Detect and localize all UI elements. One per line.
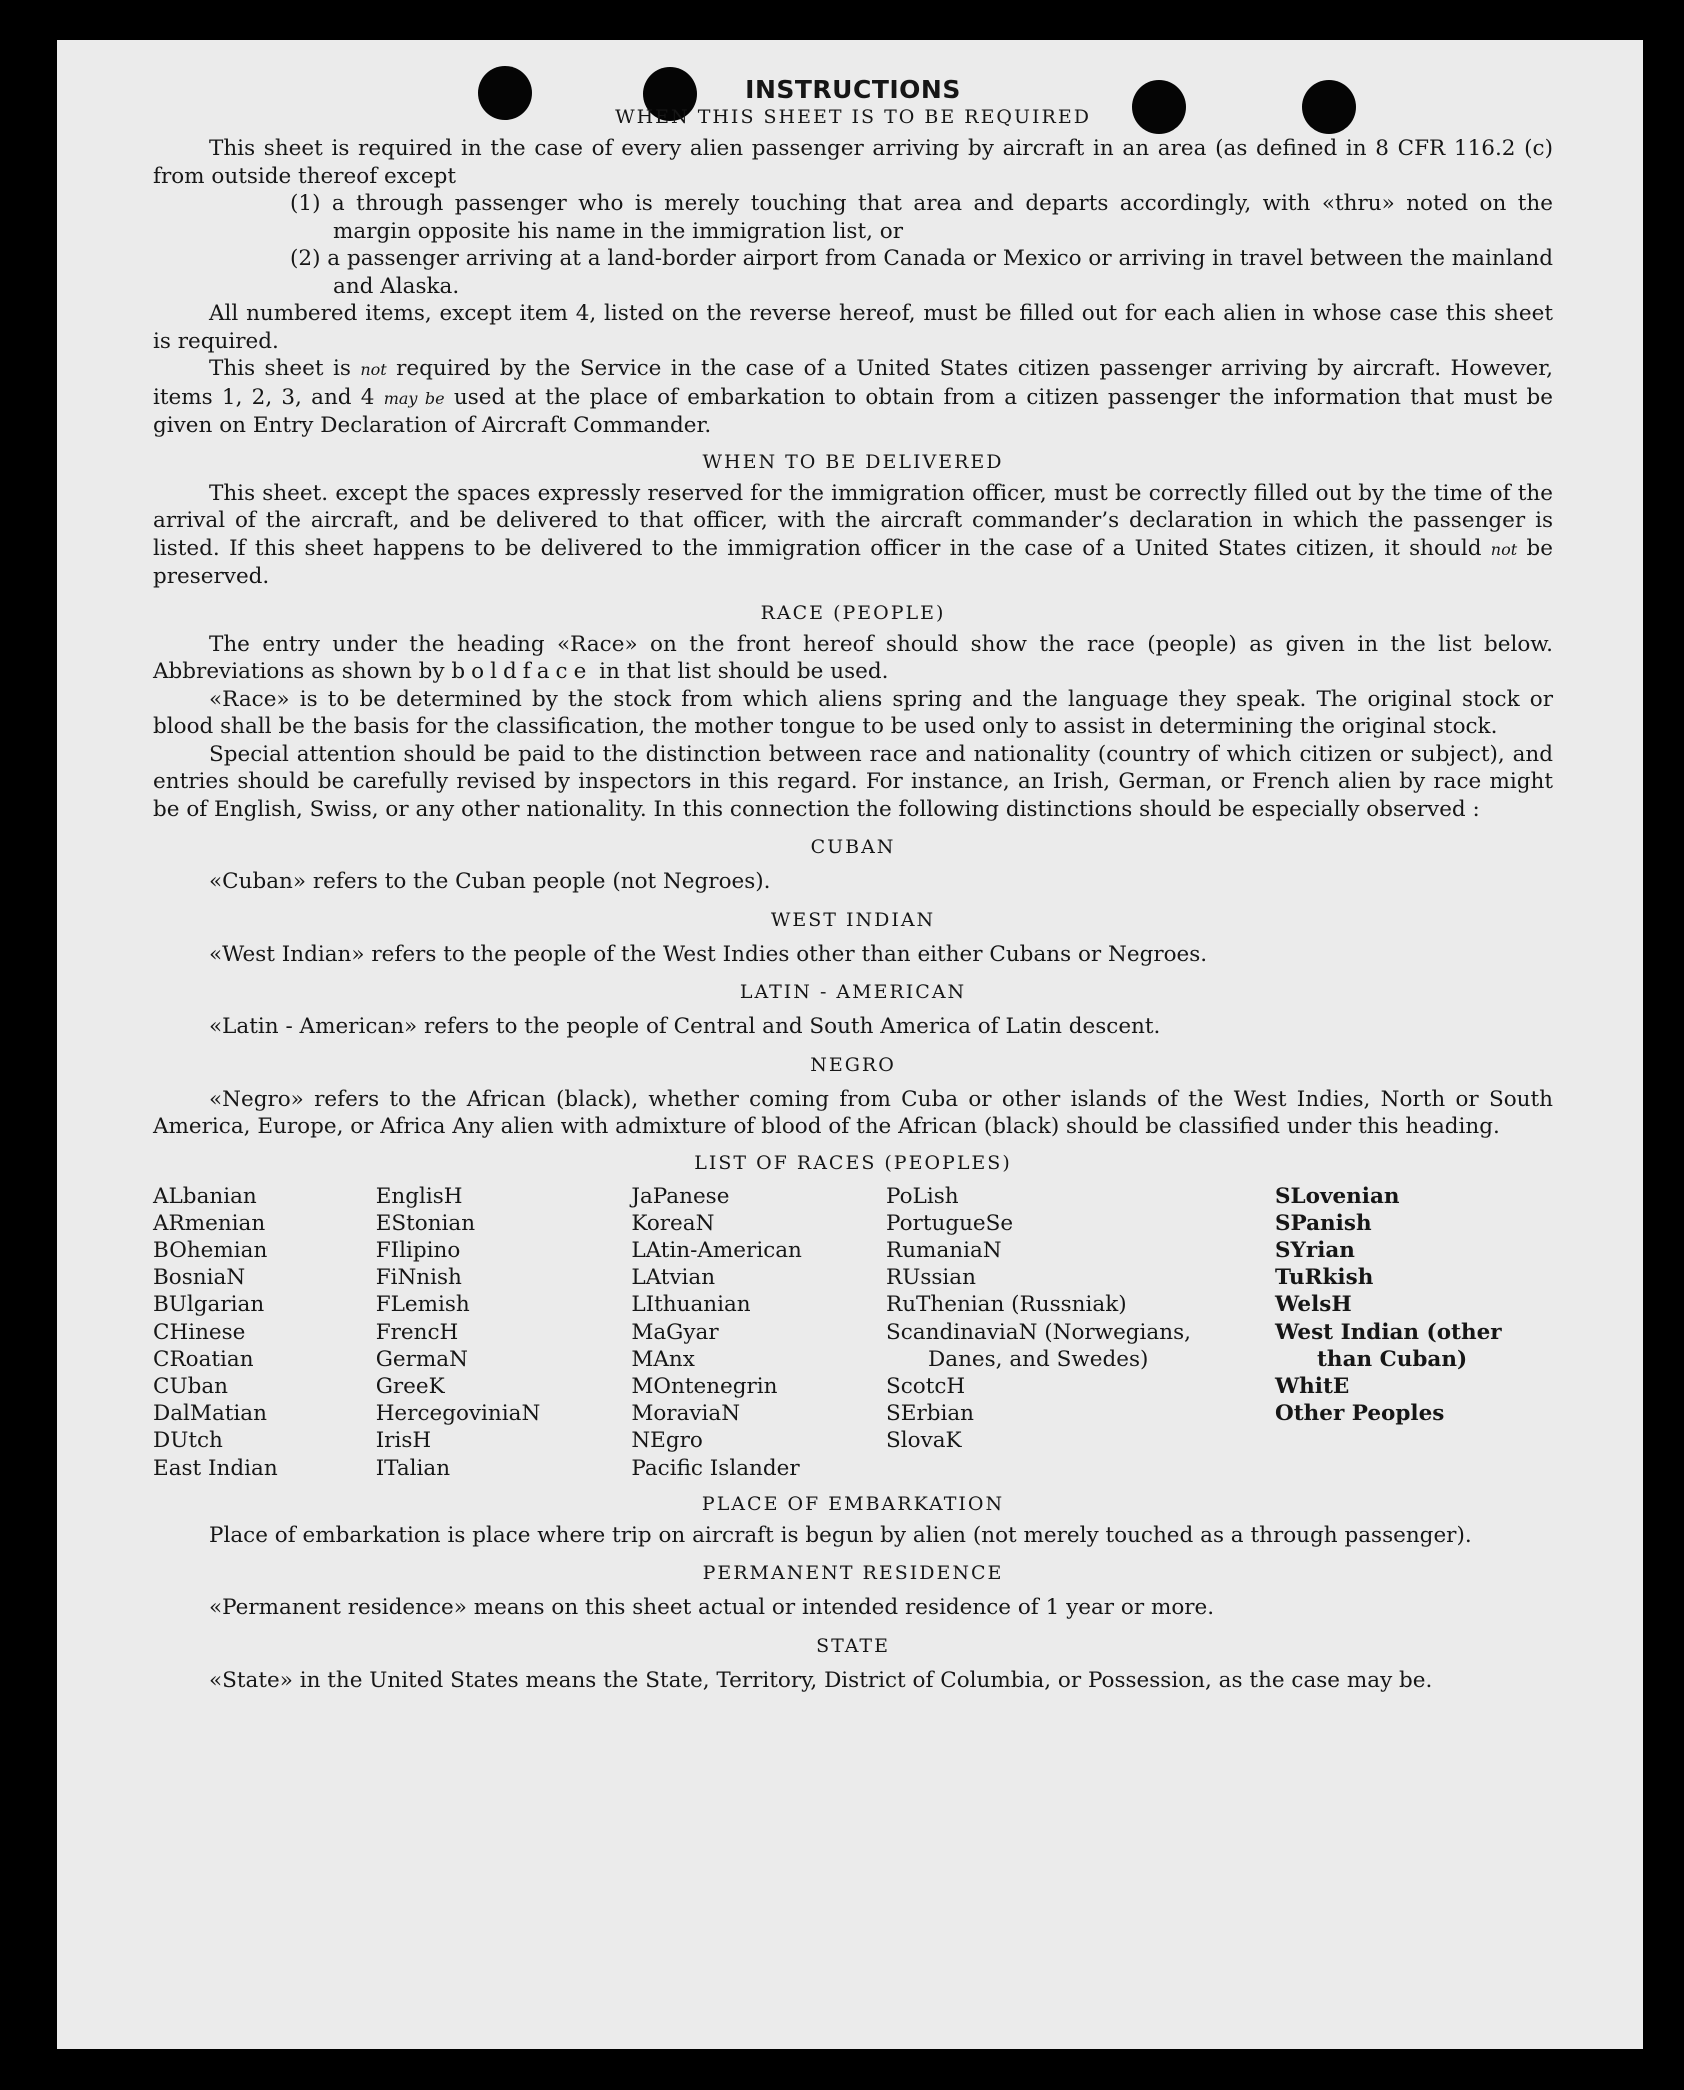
- race-entry: RumaniaN: [886, 1237, 1002, 1263]
- delivered-paragraph: This sheet. except the spaces expressly reserved for the immigration officer, must be correctly filled out by the time of the arrival of the aircraft, and be delivered to that officer, with the aircraft commander’s declaration in which the passenger is listed. If this sheet happens to be delivered to the immigration officer in the case of a United States citizen, it should not be preserved.: [153, 480, 1553, 589]
- race-entry: SlovaK: [886, 1428, 962, 1454]
- cuban-paragraph: «Cuban» refers to the Cuban people (not Negroes).: [209, 869, 771, 894]
- race-entry: LAtin-American: [631, 1237, 802, 1263]
- state-paragraph: «State» in the United States means the State, Territory, District of Columbia, or Possession, as the case may be.: [209, 1667, 1433, 1693]
- race-entry: SLovenian: [1275, 1183, 1400, 1209]
- race-entry: ARmenian: [153, 1210, 266, 1236]
- race-entry: BosniaN: [153, 1265, 246, 1291]
- race-entry: HercegoviniaN: [375, 1401, 541, 1427]
- citizen-paragraph: This sheet is not required by the Service in the case of a United States citizen passenger arriving by aircraft. However, items 1, 2, 3, and 4 may be used at the place of embarkation to obtain from a citizen passenger the information that must be given on Entry Declaration of Aircraft Commander.: [153, 356, 1553, 438]
- race-entry: SPanish: [1275, 1210, 1372, 1236]
- races-column-3: [631, 1183, 886, 1482]
- race-entry: WelsH: [1275, 1292, 1352, 1318]
- race-entry: CRoatian: [153, 1346, 254, 1372]
- section-heading-residence: PERMANENT RESIDENCE: [702, 1562, 1004, 1585]
- race-entry: CUban: [153, 1373, 228, 1399]
- race-entry: DUtch: [153, 1428, 223, 1454]
- section-heading-delivered: WHEN TO BE DELIVERED: [702, 450, 1004, 473]
- race-entry: FiNnish: [375, 1265, 462, 1291]
- race-entry: MOntenegrin: [631, 1373, 778, 1399]
- race-entry: ALbanian: [153, 1183, 257, 1209]
- section-heading-race-list: LIST OF RACES (PEOPLES): [694, 1151, 1012, 1174]
- required-intro: This sheet is required in the case of every alien passenger arriving by aircraft in an area (as defined in 8 CFR 116.2 (c) from outside thereof except: [153, 136, 1553, 189]
- race-entry: FrencH: [375, 1319, 459, 1345]
- numbered-items-paragraph: All numbered items, except item 4, listed on the reverse hereof, must be filled out for each alien in whose case this sheet is required.: [153, 301, 1553, 354]
- race-entry: LAtvian: [631, 1265, 716, 1291]
- race-entry: West Indian (other than Cuban): [1275, 1319, 1502, 1372]
- exception-item-2: (2) a passenger arriving at a land-border airport from Canada or Mexico or arriving in travel between the mainland and Alaska.: [290, 246, 1553, 299]
- race-entry: FIlipino: [375, 1237, 461, 1263]
- race-entry: MAnx: [631, 1346, 695, 1372]
- page-title: INSTRUCTIONS: [745, 75, 961, 104]
- race-entry: PoLish: [886, 1183, 959, 1209]
- section-heading-cuban: CUBAN: [810, 836, 896, 858]
- section-heading-required: WHEN THIS SHEET IS TO BE REQUIRED: [615, 106, 1091, 128]
- race-entry: Pacific Islander: [631, 1455, 800, 1481]
- races-column-5: [1275, 1183, 1553, 1482]
- race-entry: TuRkish: [1275, 1265, 1374, 1291]
- race-entry: IrisH: [375, 1428, 432, 1454]
- race-entry: Other Peoples: [1275, 1401, 1445, 1427]
- race-entry: East Indian: [153, 1455, 278, 1481]
- race-entry: GermaN: [375, 1346, 468, 1372]
- race-entry: BUlgarian: [153, 1292, 265, 1318]
- race-entry: EStonian: [375, 1210, 476, 1236]
- section-heading-state: STATE: [816, 1634, 890, 1657]
- west-indian-paragraph: «West Indian» refers to the people of the West Indies other than either Cubans or Negroes.: [209, 941, 1208, 967]
- race-entry: CHinese: [153, 1319, 246, 1345]
- races-column-2: [376, 1183, 632, 1482]
- negro-paragraph: «Negro» refers to the African (black), whether coming from Cuba or other islands of the West Indies, North or South America, Europe, or Africa Any alien with admixture of blood of the African (black) should be classified under this heading.: [153, 1086, 1553, 1139]
- latin-american-paragraph: «Latin - American» refers to the people of Central and South America of Latin descent.: [209, 1014, 1161, 1039]
- section-heading-negro: NEGRO: [810, 1053, 896, 1076]
- race-entry: FLemish: [375, 1292, 470, 1318]
- races-column-1: [153, 1183, 376, 1482]
- race-entry: ScandinaviaN (Norwegians, Danes, and Swedes): [886, 1319, 1191, 1372]
- race-entry: PortugueSe: [886, 1210, 1014, 1236]
- embarkation-paragraph: Place of embarkation is place where trip on aircraft is begun by alien (not merely touched as a through passenger).: [209, 1522, 1472, 1548]
- race-entry: BOhemian: [153, 1237, 268, 1263]
- race-entry: ScotcH: [886, 1373, 966, 1399]
- race-entry: NEgro: [631, 1428, 703, 1454]
- race-entry: RUssian: [886, 1265, 976, 1291]
- race-entry: EnglisH: [375, 1183, 463, 1209]
- exception-item-1: (1) a through passenger who is merely touching that area and departs accordingly, with «thru» noted on the margin opposite his name in the immigration list, or: [290, 191, 1553, 244]
- race-entry: RuThenian (Russniak): [886, 1292, 1127, 1318]
- race-entry: LIthuanian: [631, 1292, 751, 1318]
- race-entry: DalMatian: [153, 1401, 267, 1427]
- race-paragraph-1: The entry under the heading «Race» on the front hereof should show the race (people) as given in the list below. Abbreviations as shown by boldface in that list should be used.: [153, 631, 1553, 684]
- instructions-content: [153, 75, 1553, 1694]
- race-entry: SYrian: [1275, 1237, 1355, 1263]
- race-entry: MoraviaN: [631, 1401, 741, 1427]
- section-heading-race: RACE (PEOPLE): [760, 601, 946, 624]
- race-entry: MaGyar: [631, 1319, 719, 1345]
- race-entry: GreeK: [375, 1373, 445, 1399]
- races-column-4: [886, 1183, 1275, 1482]
- section-heading-west-indian: WEST INDIAN: [770, 908, 936, 931]
- race-entry: KoreaN: [631, 1210, 715, 1236]
- race-entry: WhitE: [1275, 1373, 1350, 1399]
- race-paragraph-2: «Race» is to be determined by the stock from which aliens spring and the language they speak. The original stock or blood shall be the basis for the classification, the mother tongue to be used only to assist in determining the original stock.: [153, 686, 1553, 739]
- race-paragraph-3: Special attention should be paid to the distinction between race and nationality (country of which citizen or subject), and entries should be carefully revised by inspectors in this regard. For instance, an Irish, German, or French alien by race might be of English, Swiss, or any other nationality. In this connection the following distinctions should be especially observed :: [153, 741, 1553, 822]
- section-heading-latin-american: LATIN - AMERICAN: [739, 981, 967, 1003]
- race-entry: SErbian: [886, 1401, 975, 1427]
- race-entry: ITalian: [375, 1455, 451, 1481]
- residence-paragraph: «Permanent residence» means on this sheet actual or intended residence of 1 year or more.: [209, 1595, 1215, 1621]
- race-entry: JaPanese: [631, 1183, 730, 1209]
- section-heading-embarkation: PLACE OF EMBARKATION: [701, 1492, 1005, 1515]
- races-table: [153, 1183, 1553, 1482]
